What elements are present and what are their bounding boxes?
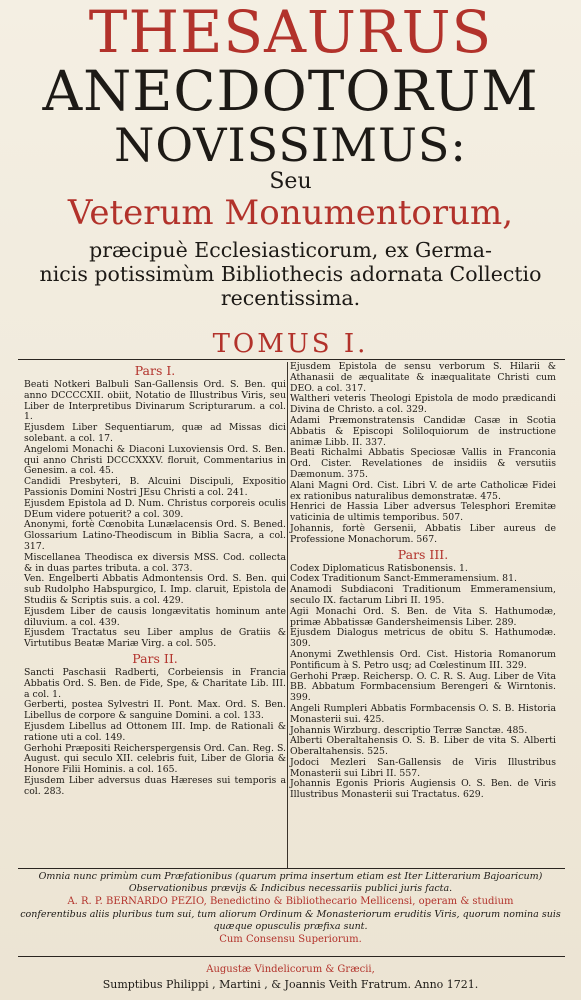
right-column (290, 362, 556, 801)
omnia-note: Omnia nunc primùm cum Præfationibus (quarum prima insertum etiam est Iter Litterarium Bajoaricum) Observationibus prævijs & Indicibus necessariis publici juris facta. (38, 871, 543, 894)
entry: Ejusdem Tractatus seu Liber amplus de Gratiis & Virtutibus Beatæ Mariæ Virg. a col. 505. (24, 627, 286, 650)
entry: Anamodi Subdiaconi Traditionum Emmeramensium, seculo IX. factarum Libri II. 195. (290, 584, 556, 606)
entry: Codex Traditionum Sanct-Emmeramensium. 81. (290, 573, 517, 585)
entry: Ejusdem Dialogus metricus de obitu S. Hathumodæ. 309. (290, 627, 556, 650)
entry: Henrici de Hassia Liber adversus Telesphori Eremitæ vaticinia de ultimis temporibus. 507. (290, 501, 556, 524)
bottom-rule (18, 868, 565, 869)
title-line-novissimus: NOVISSIMUS: (114, 118, 467, 172)
entry: Anonymi Zwethlensis Ord. Cist. Historia Romanorum Pontificum à S. Petro usq; ad Cœlestinum III. 329. (290, 648, 556, 671)
subtitle-line-3: recentissima. (220, 286, 361, 310)
entry: Agii Monachi Ord. S. Ben. de Vita S. Hathumodæ, primæ Abbatissæ Gandersheimensis Liber. 289. (290, 605, 556, 628)
author-line: A. R. P. BERNARDO PEZIO, Benedictino & Bibliothecario Mellicensi, operam & studium (67, 896, 514, 907)
entry: Waltheri veteris Theologi Epistola de modo prædicandi Divina de Christo. a col. 329. (290, 393, 556, 416)
entry: Ejusdem Liber adversus duas Hæreses sui temporis a col. 283. (24, 774, 286, 797)
title-line-thesaurus: THESAURUS (88, 0, 493, 66)
place-line: Augustæ Vindelicorum & Græcii, (206, 964, 375, 975)
title-line-veterum: Veterum Monumentorum, (67, 193, 514, 233)
conferentibus-line: conferentibus aliis pluribus tum sui, tum aliorum Ordinum & Monasteriorum eruditis Viris, quorum nomina suis quæque opusculis præfixa sunt. (20, 909, 561, 932)
entry: Beati Richalmi Abbatis Speciosæ Vallis in Franconia Ord. Cister. Revelationes de insidiis & versutiis Dæmonum. 375. (290, 447, 556, 480)
entry: Alani Magni Ord. Cist. Libri V. de arte Catholicæ Fidei ex rationibus naturalibus demonstratæ. 475. (290, 479, 556, 502)
entry: Ejusdem Liber de causis longævitatis hominum ante diluvium. a col. 439. (24, 605, 286, 628)
entry: Johannis Egonis Prioris Augiensis O. S. Ben. de Viris Illustribus Monasterii sui Tractatus. 629. (290, 778, 556, 801)
entry: Jodoci Mezleri San-Gallensis de Viris Illustribus Monasterii sui Libri II. 557. (290, 756, 556, 779)
imprint-rule (18, 956, 565, 957)
entry: Sancti Paschasii Radberti, Corbeiensis in Francia Abbatis Ord. S. Ben. de Fide, Spe, & Charitate Lib. III. a col. 1. (24, 666, 286, 700)
entry: Beati Notkeri Balbuli San-Gallensis Ord. S. Ben. qui anno DCCCCXII. obiit, Notatio de Illustribus Viris, seu Liber de Interpretibus Divinarum Scripturarum. a col. 1. (24, 379, 286, 423)
entry: Miscellanea Theodisca ex diversis MSS. Cod. collecta & in duas partes tributa. a col. 373. (24, 551, 286, 574)
consensu-line: Cum Consensu Superiorum. (219, 934, 362, 945)
title-seu: Seu (269, 169, 312, 194)
entry: Angelomi Monachi & Diaconi Luxoviensis Ord. S. Ben. qui anno Christi DCCCXXXV. floruit, Commentarius in Genesim. a col. 45. (24, 443, 286, 477)
entry: Alberti Oberaltahensis O. S. B. Liber de vita S. Alberti Oberaltahensis. 525. (290, 735, 556, 758)
top-rule (18, 359, 565, 360)
imprint-line: Sumptibus Philippi , Martini , & Joannis Veith Fratrum. Anno 1721. (102, 978, 479, 991)
subtitle-line-1: præcipuè Ecclesiasticorum, ex Germa- (89, 238, 492, 262)
entry: Ejusdem Libellus ad Ottonem III. Imp. de Rationali & ratione uti a col. 149. (24, 720, 286, 743)
pars-3-heading: Pars III. (397, 546, 449, 562)
subtitle (18, 238, 563, 310)
entry: Johannis, fortè Gersenii, Abbatis Liber aureus de Professione Monachorum. 567. (290, 522, 556, 545)
title-line-anecdotorum: ANECDOTORUM (42, 59, 539, 123)
tomus-heading: TOMUS I. (212, 329, 369, 359)
pars-2-heading: Pars II. (132, 650, 178, 666)
entry: Ejusdem Epistola de sensu verborum S. Hilarii & Athanasii de æqualitate & inæqualitate Christi cum DEO. a col. 317. (290, 361, 556, 394)
entry: Gerberti, postea Sylvestri II. Pont. Max. Ord. S. Ben. Libellus de corpore & sanguine Domini. a col. 133. (24, 699, 286, 722)
entry: Candidi Presbyteri, B. Alcuini Discipuli, Expositio Passionis Domini Nostri JEsu Christi a col. 241. (24, 476, 286, 498)
entry: Ejusdem Epistola ad D. Num. Christus corporeis oculis DEum videre potuerit? a col. 309. (24, 497, 286, 520)
entry: Johannis Wirzburg. descriptio Terræ Sanctæ. 485. (290, 724, 528, 736)
entry: Ven. Engelberti Abbatis Admontensis Ord. S. Ben. qui sub Rudolpho Habspurgico, I. Imp. claruit, Epistola de Studiis & Scriptis suis. a col. 429. (24, 573, 286, 606)
entry: Gerhohi Præpositi Reicherspergensis Ord. Can. Reg. S. August. qui seculo XII. celebris fuit, Liber de Gloria & Honore Filii Hominis. a col. 165. (24, 742, 286, 776)
entry: Adami Præmonstratensis Candidæ Casæ in Scotia Abbatis & Episcopi Soliloquiorum de instructione animæ Libb. II. 337. (290, 414, 556, 448)
pars-1-heading: Pars I. (134, 363, 176, 378)
entry: Ejusdem Liber Sequentiarum, quæ ad Missas dici solebant. a col. 17. (24, 422, 286, 444)
entry: Angeli Rumpleri Abbatis Formbacensis O. S. B. Historia Monasterii sui. 425. (290, 702, 556, 725)
entry: Anonymi, fortè Cœnobita Lunælacensis Ord. S. Bened. Glossarium Latino-Theodiscum in Biblia Sacra, a col. 317. (24, 519, 286, 552)
entry: Codex Diplomaticus Ratisbonensis. 1. (290, 562, 468, 574)
subtitle-line-2: nicis potissimùm Bibliothecis adornata Collectio (39, 262, 542, 286)
left-column (24, 362, 286, 797)
column-divider (287, 362, 288, 868)
entry: Gerhohi Præp. Reichersp. O. C. R. S. Aug. Liber de Vita BB. Abbatum Formbacensium Berengeri & Wirntonis. 399. (290, 670, 556, 704)
